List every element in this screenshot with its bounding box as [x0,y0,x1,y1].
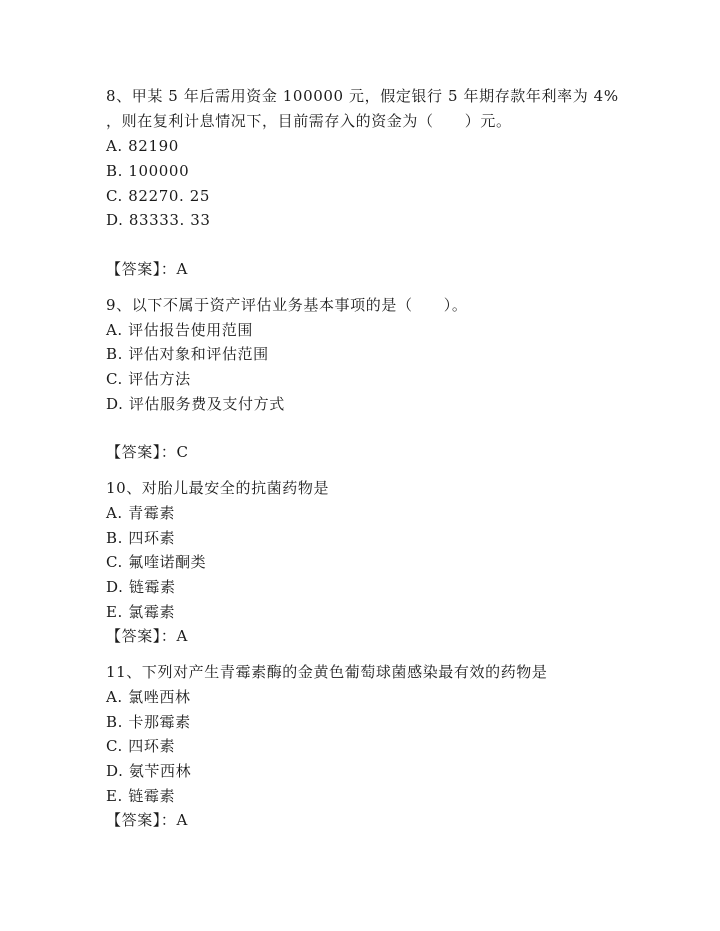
question-8-answer: 【答案】：A [106,260,188,278]
question-9-option-b: B. 评估对象和评估范围 [106,345,269,363]
question-10-stem: 10、对胎儿最安全的抗菌药物是 [106,479,330,497]
question-10-option-d: D. 链霉素 [106,578,176,596]
question-8-stem-line-2: ，则在复利计息情况下，目前需存入的资金为（ ）元。 [106,112,512,130]
question-9-answer: 【答案】：C [106,443,189,461]
question-11-option-c: C. 四环素 [106,737,176,755]
question-10-option-e: E. 氯霉素 [106,603,176,621]
question-11-stem: 11、下列对产生青霉素酶的金黄色葡萄球菌感染最有效的药物是 [106,663,548,681]
question-8-option-b: B. 100000 [106,162,190,180]
question-11-answer: 【答案】：A [106,811,188,829]
question-9-option-d: D. 评估服务费及支付方式 [106,395,285,413]
question-11-option-b: B. 卡那霉素 [106,713,191,731]
question-11-option-a: A. 氯唑西林 [106,688,191,706]
question-8-option-d: D. 83333. 33 [106,211,211,229]
question-9-option-c: C. 评估方法 [106,370,191,388]
question-8-stem-line-1: 8、甲某 5 年后需用资金 100000 元，假定银行 5 年期存款年利率为 4% [106,87,619,105]
question-9-stem: 9、以下不属于资产评估业务基本事项的是（ ）。 [106,296,468,314]
question-10-option-a: A. 青霉素 [106,504,175,522]
question-11-option-d: D. 氨苄西林 [106,762,192,780]
question-11-option-e: E. 链霉素 [106,787,176,805]
question-9-option-a: A. 评估报告使用范围 [106,321,253,339]
question-8-option-c: C. 82270. 25 [106,187,211,205]
question-10-option-c: C. 氟喹诺酮类 [106,553,207,571]
question-8-option-a: A. 82190 [106,137,179,155]
question-10-option-b: B. 四环素 [106,529,176,547]
question-10-answer: 【答案】：A [106,627,188,645]
